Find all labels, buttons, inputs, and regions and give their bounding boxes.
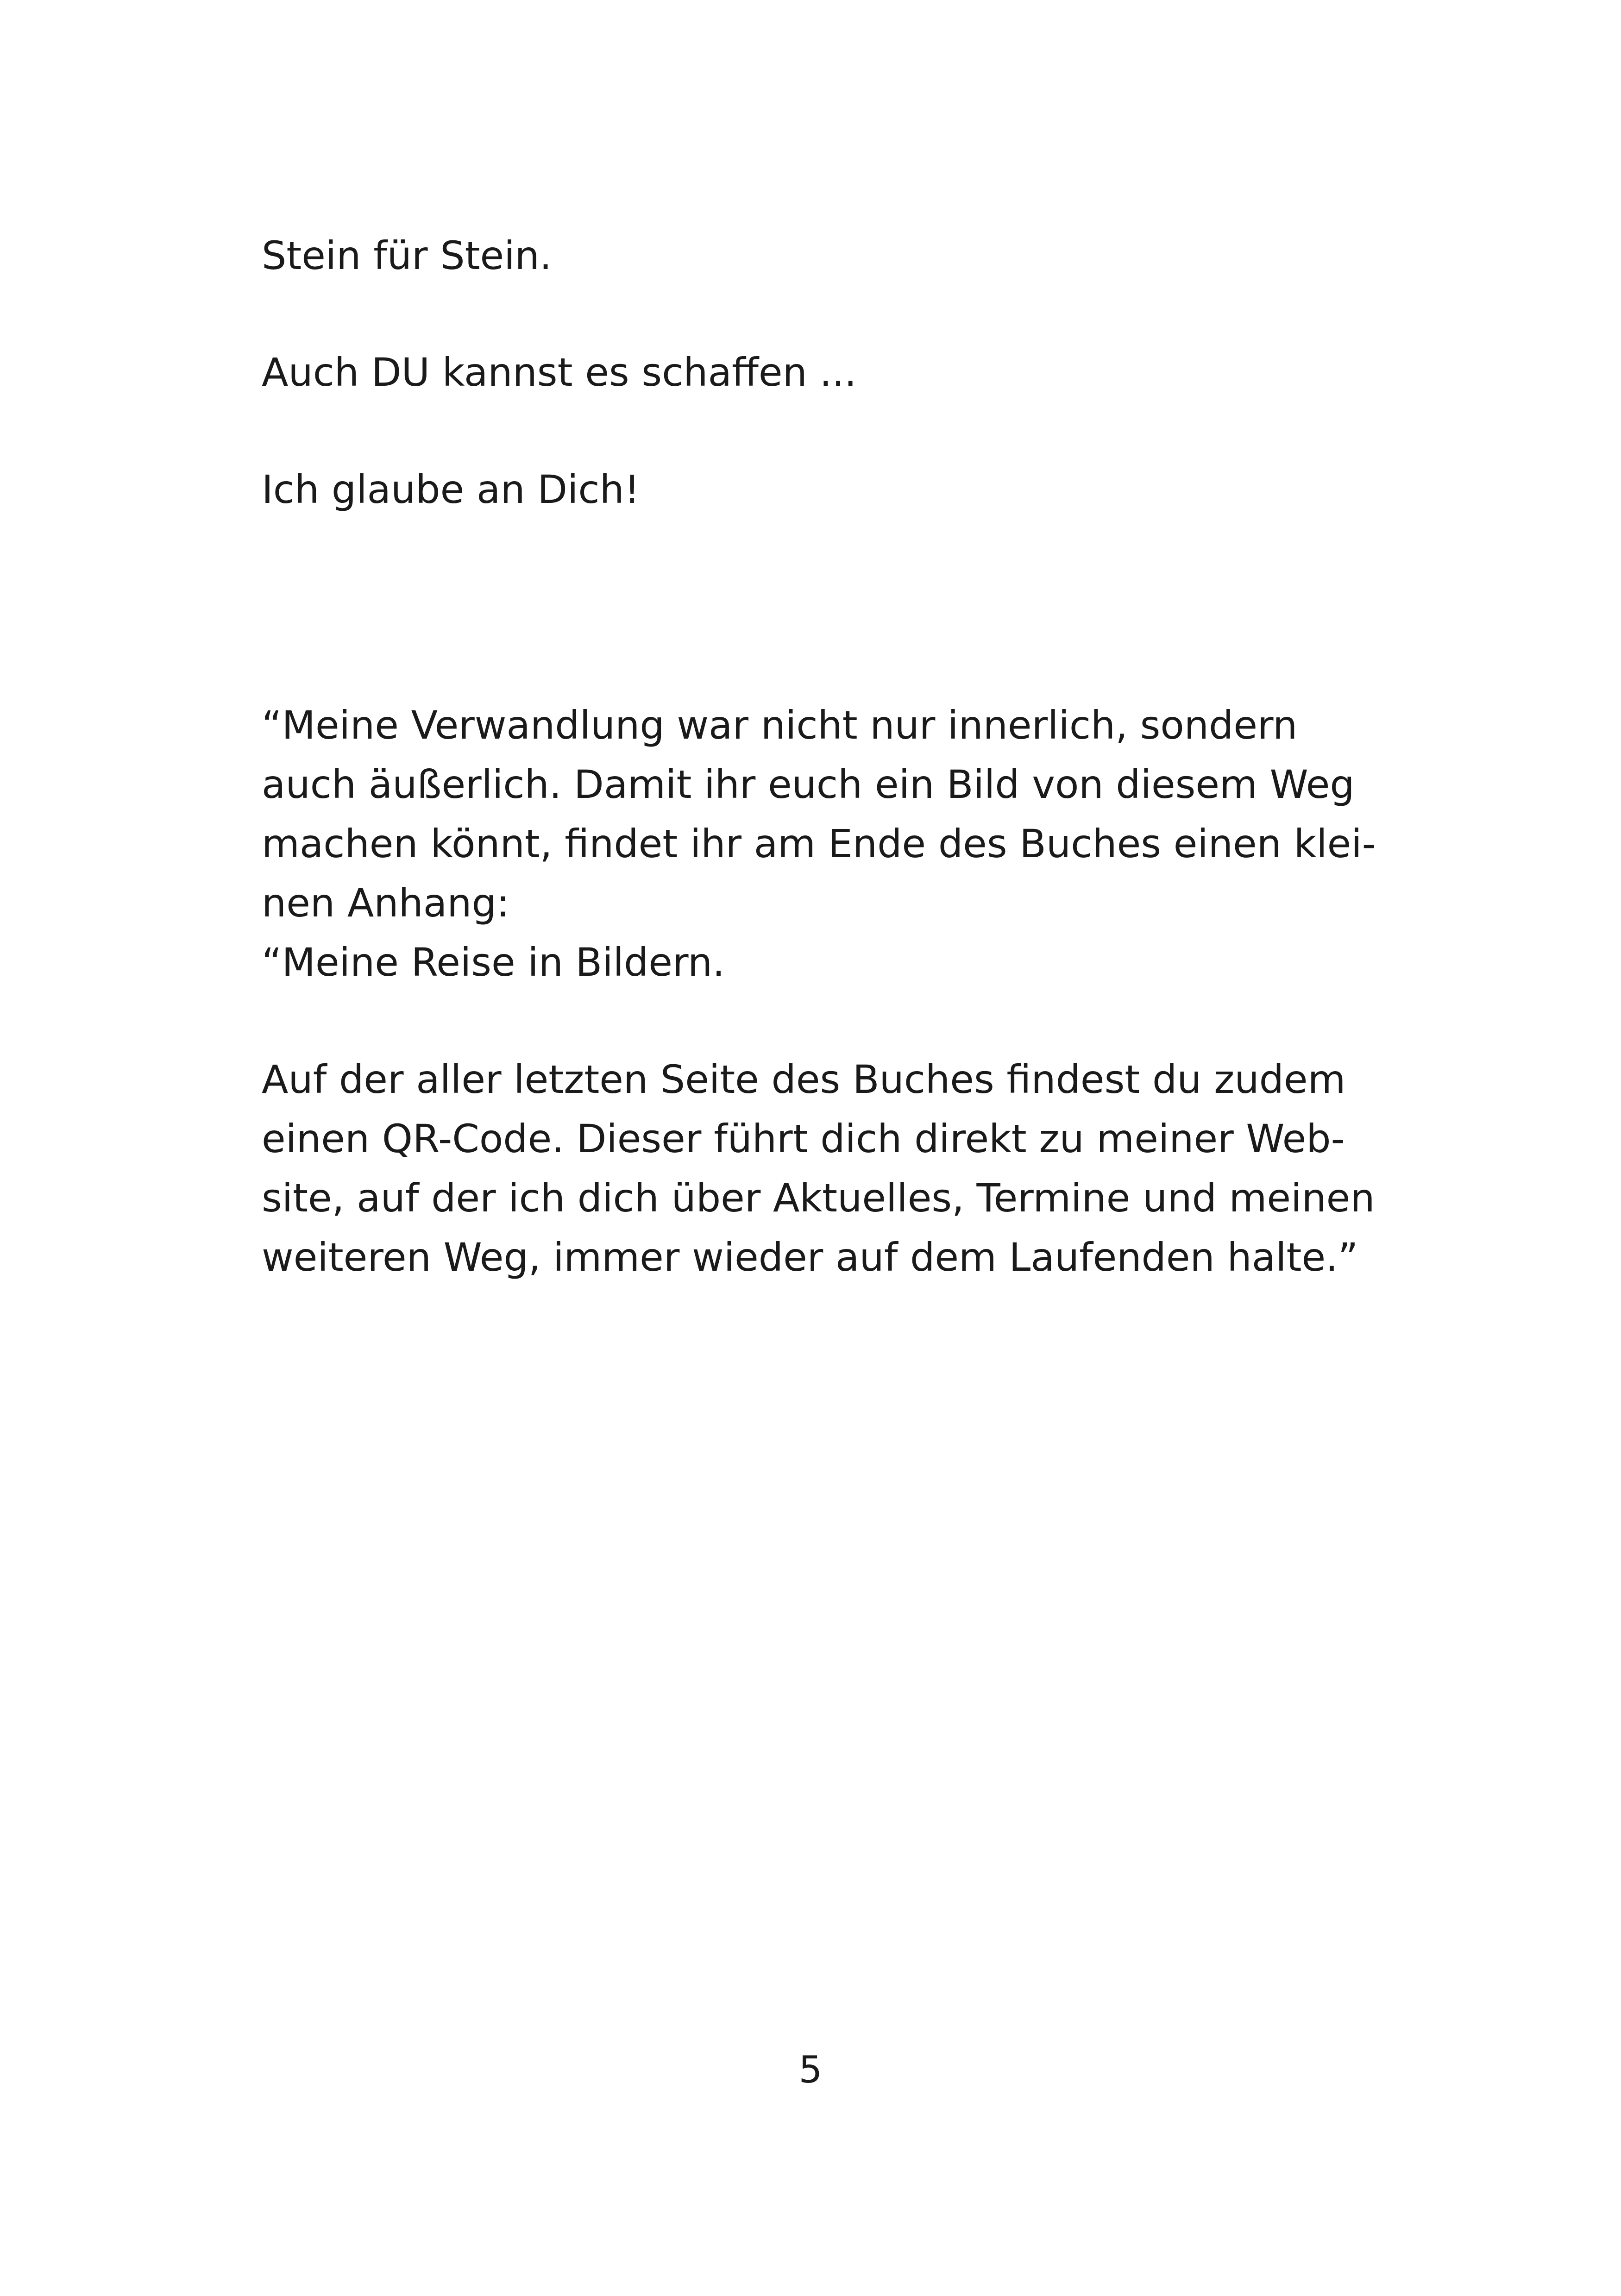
intro-line-1: Stein für Stein. bbox=[262, 233, 552, 278]
quote-paragraph-2-line-1: Auf der aller letzten Seite des Buches findest du zudem bbox=[262, 1057, 1346, 1102]
quote-paragraph-1-line-2: auch äußerlich. Damit ihr euch ein Bild von diesem Weg bbox=[262, 762, 1355, 807]
quote-paragraph-2-line-3: site, auf der ich dich über Aktuelles, Termine und meinen bbox=[262, 1175, 1375, 1221]
page-number: 5 bbox=[798, 2048, 823, 2091]
quote-paragraph-1-line-3: machen könnt, findet ihr am Ende des Buches einen klei- bbox=[262, 821, 1376, 866]
intro-line-3: Ich glaube an Dich! bbox=[262, 467, 640, 512]
intro-line-2: Auch DU kannst es schaffen ... bbox=[262, 350, 857, 395]
quote-paragraph-1-line-5: “Meine Reise in Bildern. bbox=[262, 940, 725, 985]
quote-paragraph-1-line-4: nen Anhang: bbox=[262, 880, 510, 926]
quote-paragraph-1-line-1: “Meine Verwandlung war nicht nur innerlich, sondern bbox=[262, 703, 1298, 748]
quote-paragraph-2-line-2: einen QR-Code. Dieser führt dich direkt zu meiner Web- bbox=[262, 1116, 1345, 1161]
quote-paragraph-2-line-4: weiteren Weg, immer wieder auf dem Laufenden halte.” bbox=[262, 1235, 1358, 1280]
